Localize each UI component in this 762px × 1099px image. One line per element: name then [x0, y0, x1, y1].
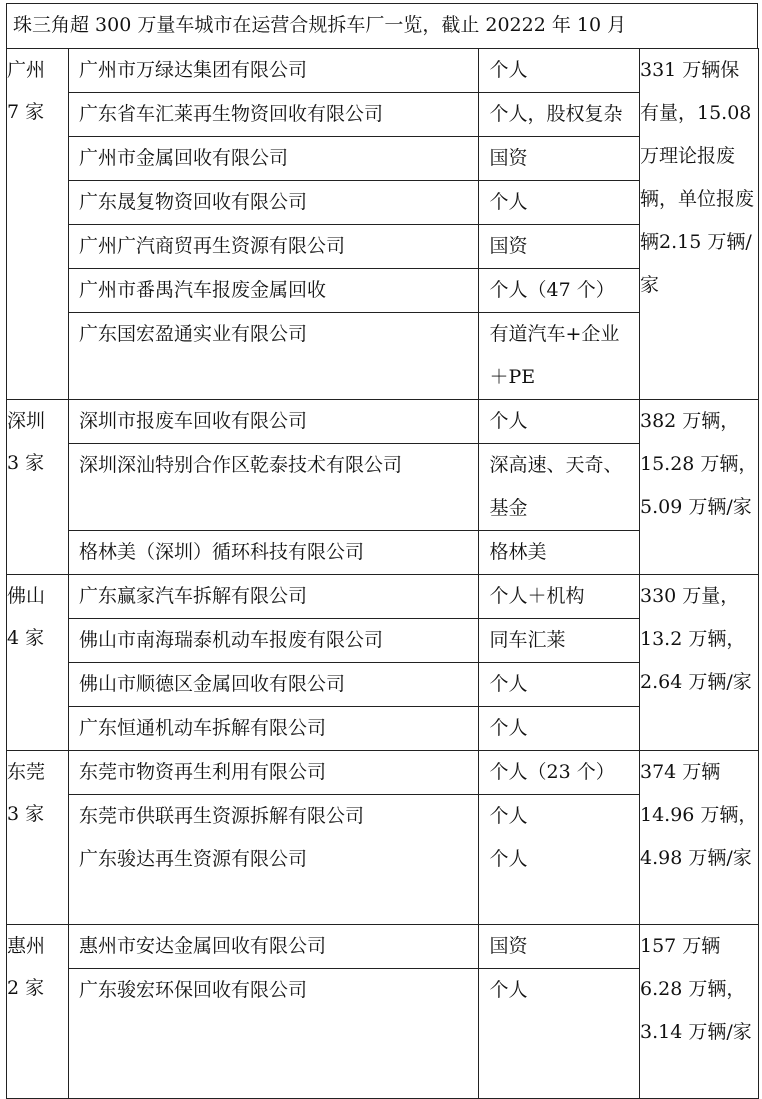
- table-title: 珠三角超 300 万量车城市在运营合规拆车厂一览，截止 20222 年 10 月: [6, 3, 758, 49]
- city-group-foshan: [7, 575, 759, 751]
- city-stats: 382 万辆，15.28 万辆，5.09 万辆/家: [640, 400, 759, 575]
- scrapyard-table: [6, 48, 759, 1099]
- company-row: [69, 925, 640, 969]
- company-row: [69, 444, 640, 531]
- city-cell: 惠州 2 家: [7, 925, 69, 1099]
- company-row: [69, 619, 640, 663]
- company-list: [69, 925, 640, 1098]
- company-name: 广东赢家汽车拆解有限公司: [69, 575, 478, 619]
- company-name: 佛山市南海瑞泰机动车报废有限公司: [69, 619, 478, 663]
- company-owner: 个人: [478, 795, 640, 839]
- company-owner: 个人（47 个）: [478, 269, 640, 313]
- company-owner: 个人: [478, 969, 640, 1099]
- company-owner: 个人: [478, 838, 640, 924]
- company-row: [69, 751, 640, 795]
- company-row: [69, 707, 640, 751]
- company-name: 广州广汽商贸再生资源有限公司: [69, 225, 478, 269]
- company-row: [69, 181, 640, 225]
- company-row: [69, 269, 640, 313]
- city-stats: 330 万量，13.2 万辆，2.64 万辆/家: [640, 575, 759, 751]
- company-list: [69, 575, 640, 750]
- city-stats: 157 万辆 6.28 万辆，3.14 万辆/家: [640, 925, 759, 1099]
- company-row: [69, 93, 640, 137]
- city-group-guangzhou: [7, 49, 759, 400]
- city-cell: 广州 7 家: [7, 49, 69, 400]
- company-row: [69, 838, 640, 924]
- company-owner: 国资: [478, 225, 640, 269]
- company-name: 深圳市报废车回收有限公司: [69, 400, 478, 444]
- company-name: 广东晟复物资回收有限公司: [69, 181, 478, 225]
- company-name: 佛山市顺德区金属回收有限公司: [69, 663, 478, 707]
- company-list: [69, 751, 640, 924]
- city-stats: 331 万辆保有量，15.08 万理论报废辆，单位报废辆2.15 万辆/家: [640, 49, 759, 400]
- company-owner: 深高速、天奇、基金: [478, 444, 640, 531]
- company-owner: 国资: [478, 925, 640, 969]
- company-row: [69, 575, 640, 619]
- company-name: 广东骏达再生资源有限公司: [79, 848, 308, 870]
- company-name: 广州市万绿达集团有限公司: [69, 49, 478, 93]
- company-owner: 个人: [478, 400, 640, 444]
- company-row: [69, 225, 640, 269]
- company-row: [69, 400, 640, 444]
- company-row: [69, 49, 640, 93]
- company-owner: 同车汇莱: [478, 619, 640, 663]
- company-name: 广州市番禺汽车报废金属回收: [69, 269, 478, 313]
- company-name: 东莞市供联再生资源拆解有限公司: [79, 805, 365, 827]
- company-owner: 个人＋机构: [478, 575, 640, 619]
- company-owner: 个人: [478, 663, 640, 707]
- company-list: [69, 49, 640, 399]
- city-stats: 374 万辆 14.96 万辆，4.98 万辆/家: [640, 751, 759, 925]
- company-row: [69, 137, 640, 181]
- company-name: 广东恒通机动车拆解有限公司: [79, 717, 327, 739]
- company-row: [69, 531, 640, 575]
- company-owner: 格林美: [478, 531, 640, 575]
- company-name: 广东省车汇莱再生物资回收有限公司: [69, 93, 478, 137]
- company-owner: 国资: [478, 137, 640, 181]
- company-name: 东莞市物资再生利用有限公司: [69, 751, 478, 795]
- company-name: 惠州市安达金属回收有限公司: [69, 925, 478, 969]
- city-cell: 东莞 3 家: [7, 751, 69, 925]
- city-group-dongguan: [7, 751, 759, 925]
- company-owner: 个人: [478, 707, 640, 751]
- city-cell: 佛山 4 家: [7, 575, 69, 751]
- company-list: [69, 400, 640, 574]
- company-owner: 个人（23 个）: [478, 751, 640, 795]
- company-name: 深圳深汕特别合作区乾泰技术有限公司: [69, 444, 478, 531]
- company-name: 广东国宏盈通实业有限公司: [79, 323, 308, 345]
- company-owner: 个人，股权复杂: [478, 93, 640, 137]
- company-owner: 个人: [478, 49, 640, 93]
- company-row: [69, 313, 640, 400]
- city-group-huizhou: [7, 925, 759, 1099]
- city-group-shenzhen: [7, 400, 759, 575]
- company-name: 格林美（深圳）循环科技有限公司: [79, 541, 365, 563]
- company-owner: 有道汽车+企业＋PE: [478, 313, 640, 400]
- company-row: [69, 663, 640, 707]
- company-name: 广东骏宏环保回收有限公司: [79, 979, 308, 1001]
- company-row: [69, 969, 640, 1099]
- company-row: [69, 795, 640, 839]
- company-owner: 个人: [478, 181, 640, 225]
- company-name: 广州市金属回收有限公司: [69, 137, 478, 181]
- city-cell: 深圳 3 家: [7, 400, 69, 575]
